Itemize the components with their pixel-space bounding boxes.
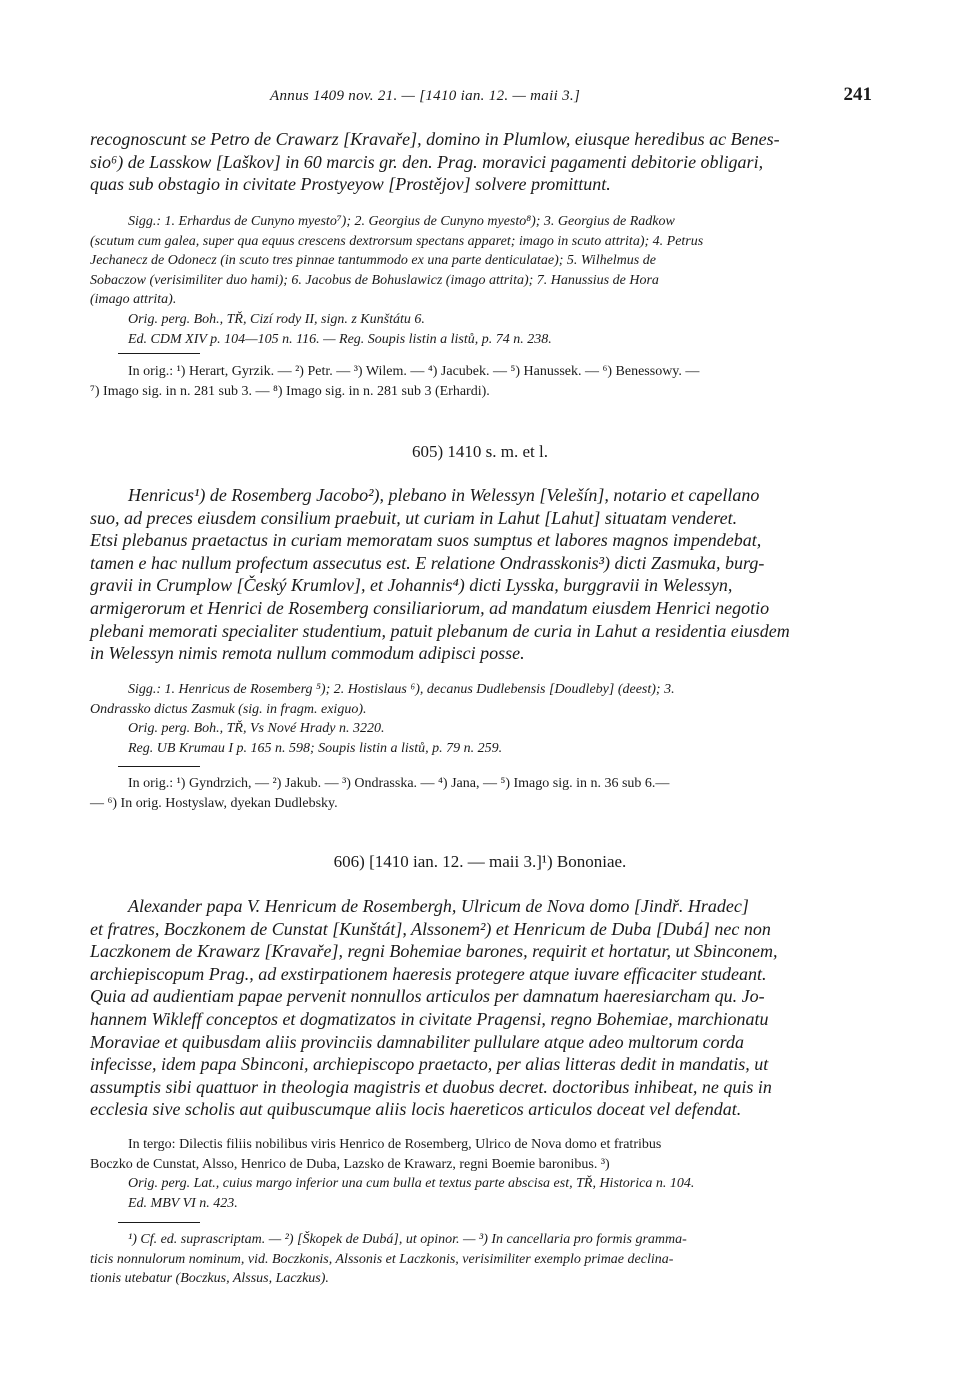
- text-line: tamen e hac nullum profectum assecutus est. E relatione Ondrasskonis³) dicti Zasmuka, burg-: [90, 552, 765, 573]
- footnote-line: ⁷) Imago sig. in n. 281 sub 3. — ⁸) Imago sig. in n. 281 sub 3 (Erhardi).: [90, 383, 490, 399]
- section-heading-606: 606) [1410 ian. 12. — maii 3.]¹) Bononiae.: [333, 852, 627, 871]
- sigillum-block-605: [90, 680, 872, 758]
- footnote-line: In orig.: ¹) Gyndrzich, — ²) Jakub. — ³) Ondrasska. — ⁴) Jana, — ⁵) Imago sig. in n. 36 sub 6.—: [128, 776, 670, 791]
- text-line: Etsi plebanus praetactus in curiam memoratam suos sumptus et labores magnos impendebat,: [90, 530, 762, 551]
- footnotes-block-606: [90, 1230, 872, 1289]
- text-line: plebani memorati specialiter studentium, patuit plebanum de curia in Lahut a residentia eiusdem: [90, 620, 790, 641]
- text-line: armigerorum et Henrici de Rosemberg consiliariorum, ad mandatum eiusdem Henrici negotio: [90, 597, 770, 618]
- footnote-line: — ⁶) In orig. Hostyslaw, dyekan Dudlebsky.: [90, 795, 338, 811]
- text-line: Laczkonem de Krawarz [Kravaře], regni Bohemiae barones, requirit et hortatur, ut Sbinconem,: [90, 941, 778, 962]
- text-line: archiepiscopum Prag., ad exstirpationem haeresis protegere atque iuvare efficaciter studeant.: [90, 963, 767, 984]
- running-title: Annus 1409 nov. 21. — [1410 ian. 12. — maii 3.]: [270, 88, 581, 104]
- reg-line: Reg. UB Krumau I p. 165 n. 598; Soupis listin a listů, p. 79 n. 259.: [128, 740, 503, 756]
- text-line: ecclesia sive scholis aut quibuscumque aliis locis haereticos articulos doceat vel defendat.: [90, 1099, 742, 1120]
- sigg-line: (scutum cum galea, super qua equus crescens dextrorsum spectans apparet; imago in scuto attrita); 4. Petrus: [90, 233, 704, 249]
- footnote-rule: [118, 353, 200, 354]
- ed-line: Ed. CDM XIV p. 104—105 n. 116. — Reg. Soupis listin a listů, p. 74 n. 238.: [128, 331, 552, 347]
- text-line: in Welessyn nimis remota nullum commodum adipisci posse.: [90, 643, 525, 664]
- orig-line: Orig. perg. Lat., cuius margo inferior una cum bulla et textus parte abscisa est, TŘ, Historica n. 104.: [128, 1176, 695, 1192]
- tergo-block: [90, 1135, 872, 1213]
- footnote-line: ticis nonnulorum nominum, vid. Boczkonis, Alssonis et Laczkonis, verisimiliter exemplo primae declina-: [90, 1251, 674, 1267]
- sigg-line: Sigg.: 1. Henricus de Rosemberg ⁵); 2. Hostislaus ⁶), decanus Dudlebensis [Doudleby] (deest); 3.: [128, 682, 675, 697]
- section-heading-605: 605) 1410 s. m. et l.: [412, 442, 548, 461]
- orig-line: Orig. perg. Boh., TŘ, Cizí rody II, sign. z Kunštátu 6.: [128, 311, 425, 327]
- footnote-line: ¹) Cf. ed. suprascriptam. — ²) [Škopek de Dubá], ut opinor. — ³) In cancellaria pro formis gramma-: [128, 1232, 687, 1247]
- text-line: Moraviae et quibusdam aliis provinciis damnabiliter pullulare atque adeo multorum corda: [90, 1031, 744, 1052]
- footnote-rule: [118, 766, 200, 767]
- footnote-line: In orig.: ¹) Herart, Gyrzik. — ²) Petr. — ³) Wilem. — ⁴) Jacubek. — ⁵) Hanussek. — ⁶) Benessowy. —: [128, 364, 700, 379]
- continuation-text: [90, 128, 872, 196]
- text-line: et fratres, Boczkonem de Cunstat [Kunštát], Alssonem²) et Henricum de Duba [Dubá] nec non: [90, 918, 771, 939]
- sigg-line: (imago attrita).: [90, 292, 177, 308]
- tergo-line: Boczko de Cunstat, Alsso, Henrico de Duba, Lazsko de Krawarz, regni Boemie baronibus. ³): [90, 1156, 610, 1172]
- sigg-line: Jechanecz de Odonecz (in scuto tres pinnae tantummodo ex una parte denticulatae); 5. Wilhelmus de: [90, 253, 656, 269]
- text-line: Henricus¹) de Rosemberg Jacobo²), plebano in Welessyn [Velešín], notario et capellano: [128, 485, 760, 505]
- sigg-line: Ondrassko dictus Zasmuk (sig. in fragm. exiguo).: [90, 701, 367, 717]
- footnotes-block: [90, 362, 872, 401]
- document-606-text: [90, 895, 872, 1121]
- page-number: 241: [843, 84, 872, 105]
- text-line: recognoscunt se Petro de Crawarz [Kravaře], domino in Plumlow, eiusque heredibus ac Benes-: [90, 129, 780, 149]
- text-line: quas sub obstagio in civitate Prostyeyow [Prostějov] solvere promittunt.: [90, 174, 611, 195]
- ed-line: Ed. MBV VI n. 423.: [128, 1195, 238, 1211]
- sigg-line: Sobaczow (verisimiliter duo hami); 6. Jacobus de Bohuslawicz (imago attrita); 7. Hanussius de Hora: [90, 272, 659, 288]
- footnote-rule: [118, 1222, 200, 1223]
- text-line: gravii in Crumplow [Český Krumlov], et Johannis⁴) dicti Lysska, burggravii in Welessyn,: [90, 575, 733, 596]
- tergo-line: In tergo: Dilectis filiis nobilibus viris Henrico de Rosemberg, Ulrico de Nova domo et fratribus: [128, 1137, 662, 1152]
- orig-line: Orig. perg. Boh., TŘ, Vs Nové Hrady n. 3220.: [128, 721, 385, 737]
- text-line: sio⁶) de Lasskow [Laškov] in 60 marcis gr. den. Prag. moravici pagamenti debitorie obligari,: [90, 151, 764, 172]
- footnotes-block-605: [90, 774, 872, 813]
- text-line: Quia ad audientiam papae pervenit nonnullos articulos per damnatum haeresiarcham qu. Jo-: [90, 986, 765, 1007]
- text-line: infecisse, idem papa Sbinconi, archiepiscopo praetacto, per alias litteras dedit in mandatis, ut: [90, 1054, 769, 1075]
- document-605-text: [90, 484, 872, 665]
- sigillum-block: [90, 212, 872, 349]
- text-line: Alexander papa V. Henricum de Rosembergh, Ulricum de Nova domo [Jindř. Hradec]: [128, 896, 749, 916]
- sigg-line: Sigg.: 1. Erhardus de Cunyno myesto⁷); 2. Georgius de Cunyno myesto⁸); 3. Georgius de Radkow: [128, 214, 675, 229]
- footnote-line: tionis utebatur (Boczkus, Alssus, Laczkus).: [90, 1271, 329, 1287]
- text-line: hannem Wikleff conceptos et dogmatizatos in civitate Pragensi, regno Bohemiae, marchionatu: [90, 1008, 769, 1029]
- text-line: suo, ad preces eiusdem consilium praebuit, ut curiam in Lahut [Lahut] situatam venderet.: [90, 507, 738, 528]
- text-line: assumptis sibi quattuor in theologia magistris et duobus decret. doctoribus inhibeat, ne quis in: [90, 1076, 772, 1097]
